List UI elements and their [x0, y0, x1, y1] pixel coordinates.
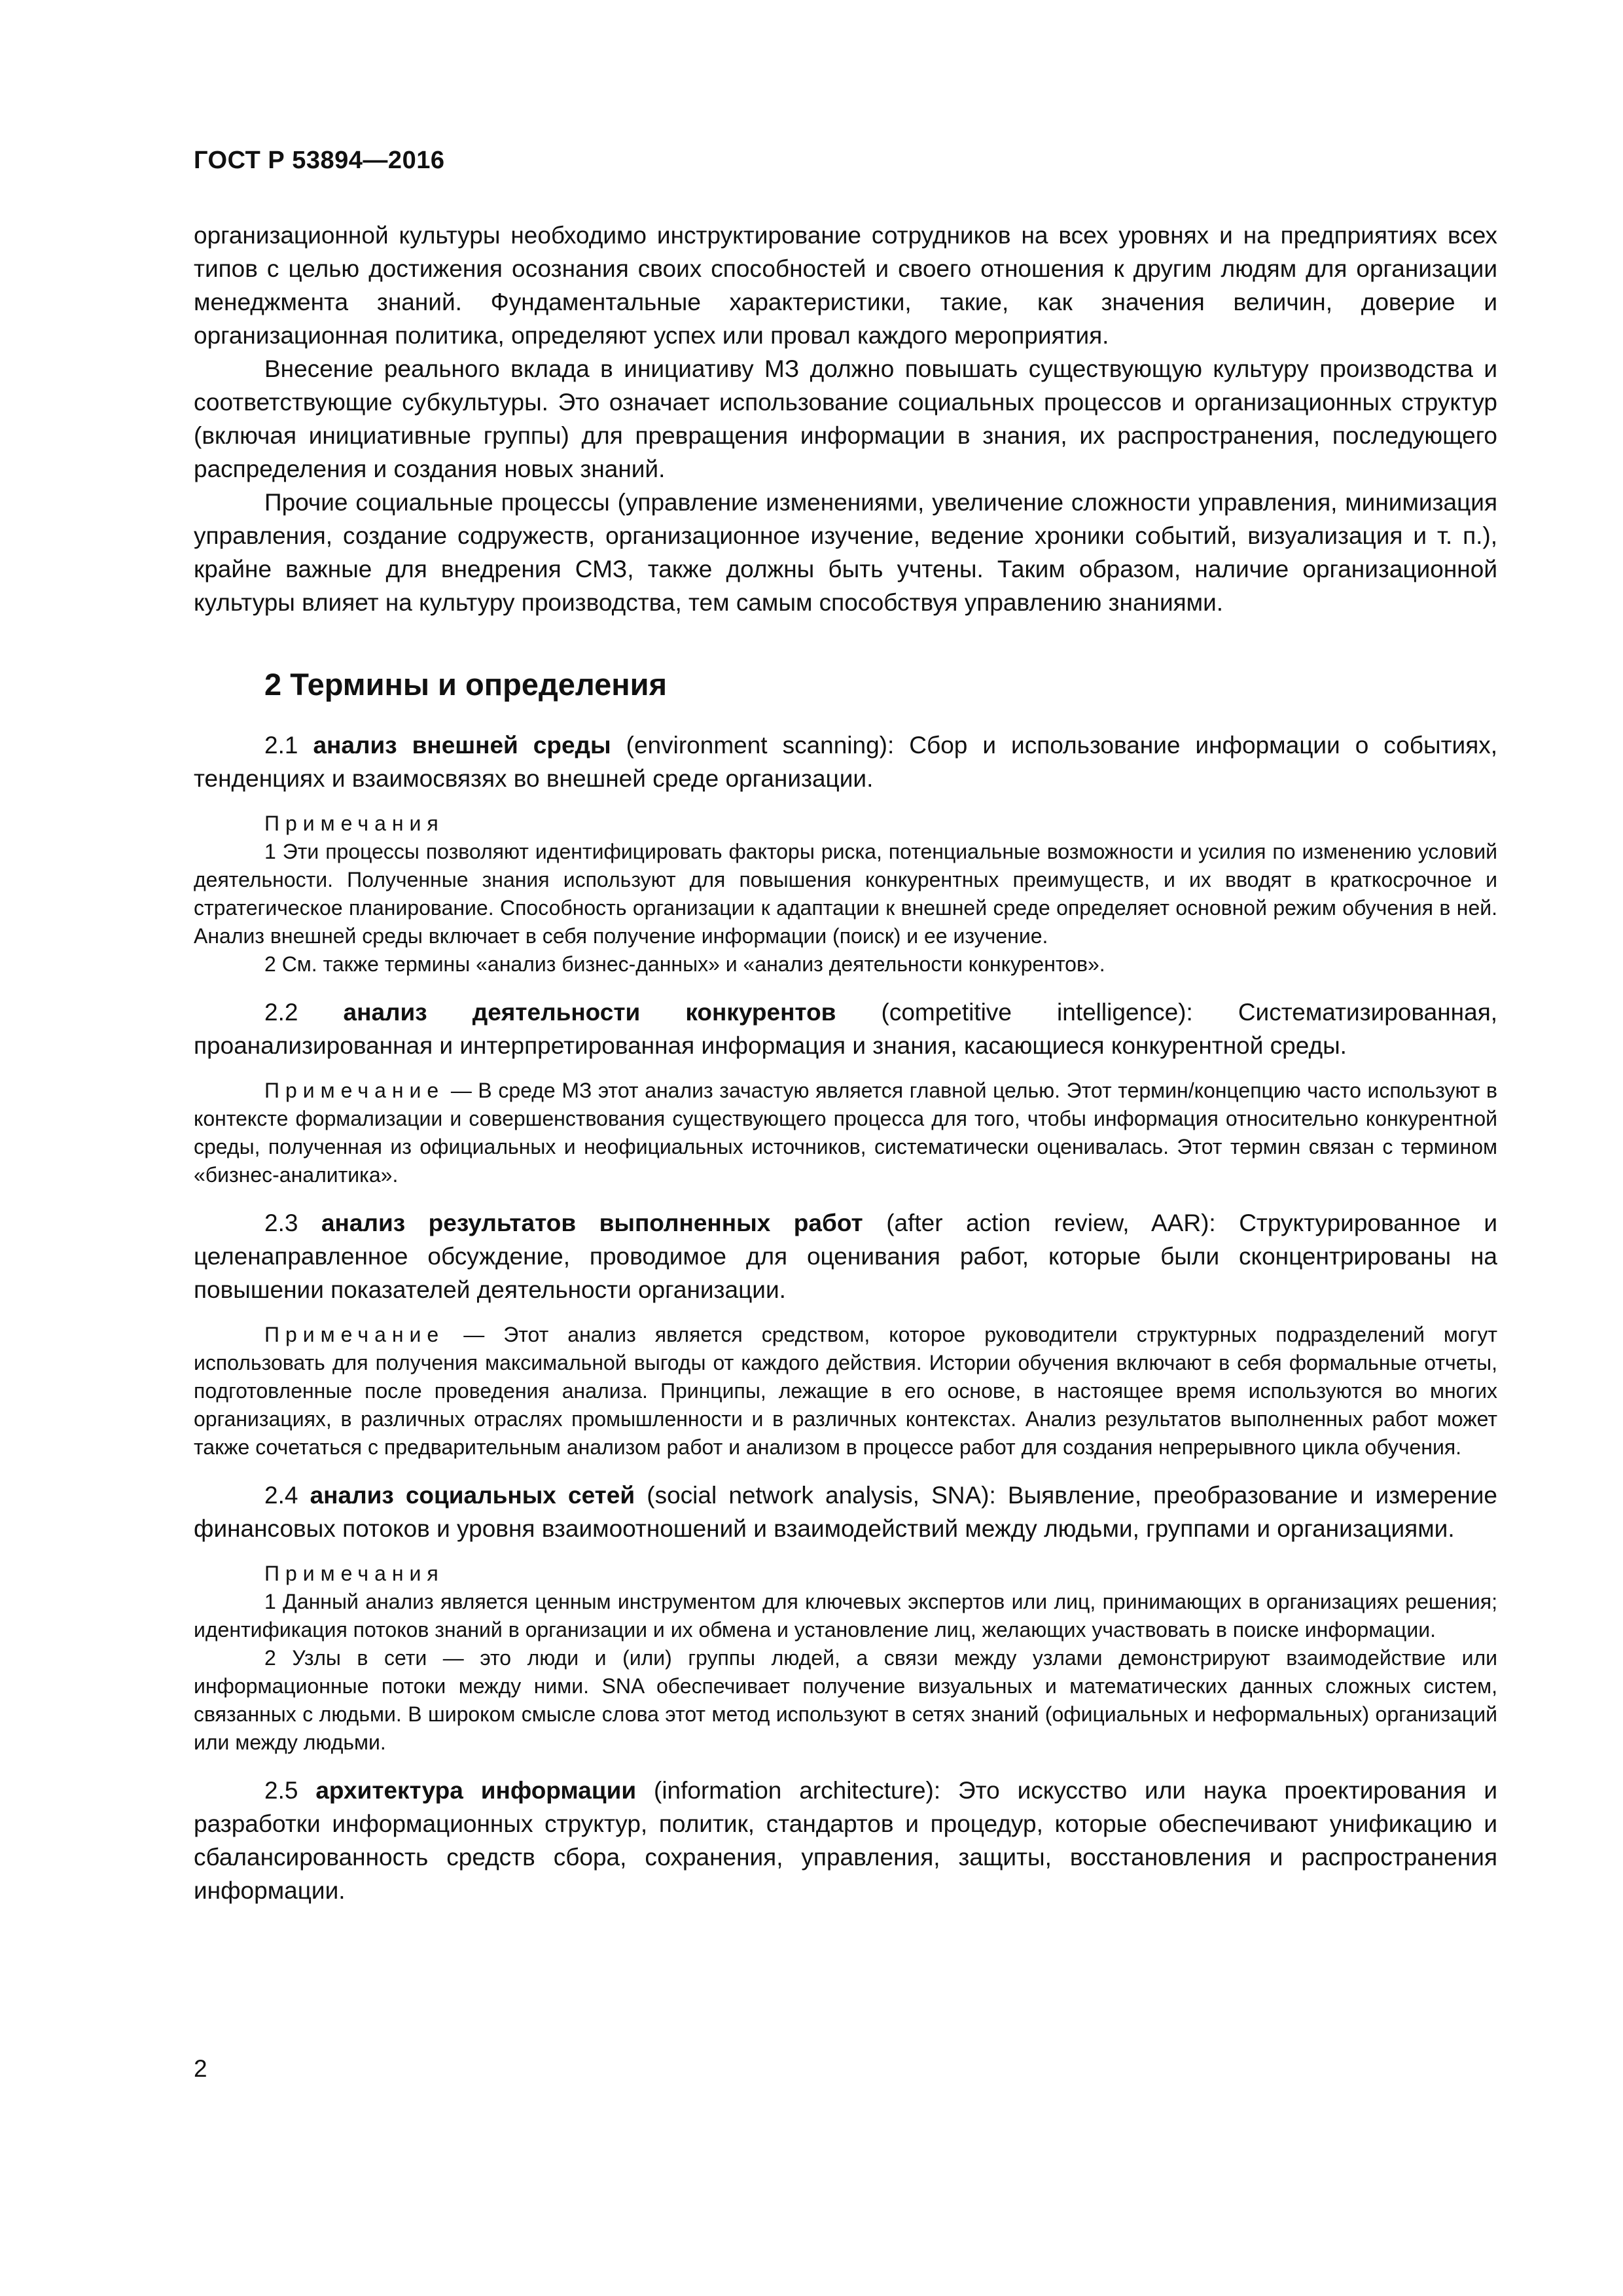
- page-number: 2: [194, 2055, 207, 2082]
- term-2-3: [194, 1206, 1497, 1306]
- note-item: 1 Эти процессы позволяют идентифицировать факторы риска, потенциальные возможности и усилия по изменению условий деятельности. Полученные знания используют для повышения конкурентных преимуществ, и их вводят в краткосрочное и стратегическое планирование. Способность организации к адаптации к внешней среде определяет основной режим обучения в ней. Анализ внешней среды включает в себя получение информации (поиск) и ее изучение.: [194, 840, 1497, 948]
- term-name: анализ внешней среды: [313, 732, 611, 759]
- term-2-1-notes: [194, 810, 1497, 978]
- term-number: 2.3: [264, 1210, 298, 1236]
- document-header-id: ГОСТ Р 53894—2016: [194, 147, 445, 174]
- term-definition: (information architecture): Это искусство или наука проектирования и разработки информационных структур, политик, стандартов и процедур, которые обеспечивают унификацию и сбалансированность средств сбора, сохранения, управления, защиты, восстановления и распространения информации.: [194, 1777, 1498, 1904]
- page-content: [194, 219, 1497, 1907]
- term-2-4: [194, 1479, 1497, 1545]
- term-number: 2.2: [264, 999, 298, 1026]
- term-2-2: [194, 996, 1497, 1062]
- term-2-1: [194, 728, 1497, 795]
- term-2-5: [194, 1774, 1497, 1907]
- note-item: 1 Данный анализ является ценным инструментом для ключевых экспертов или лиц, принимающих в организациях решения; идентификация потоков знаний в организации и их обмена и установление лиц, желающих участвовать в поиске информации.: [194, 1590, 1497, 1641]
- term-name: анализ деятельности конкурентов: [343, 999, 836, 1026]
- term-2-3-note: [194, 1321, 1497, 1462]
- term-number: 2.4: [264, 1482, 298, 1509]
- intro-paragraph-3: Прочие социальные процессы (управление изменениями, увеличение сложности управления, минимизация управления, создание содружеств, организационное изучение, ведение хроники событий, визуализация и т. п.), крайне важные для внедрения СМЗ, также должны быть учтены. Таким образом, наличие организационной культуры влияет на культуру производства, тем самым способствуя управлению знаниями.: [194, 489, 1497, 616]
- term-definition: (environment scanning): Сбор и использование информации о событиях, тенденциях и взаимосвязях во внешней среде организации.: [194, 732, 1498, 792]
- term-number: 2.5: [264, 1777, 298, 1804]
- note-text: — В среде МЗ этот анализ зачастую является главной целью. Этот термин/концепцию часто используют в контексте формализации и совершенствования существующего процесса для того, чтобы информация относительно конкурентной среды, полученная из официальных и неофициальных источников, систематически оценивалась. Этот термин связан с термином «бизнес-аналитика».: [194, 1079, 1497, 1187]
- note-item: 2 Узлы в сети — это люди и (или) группы людей, а связи между узлами демонстрируют взаимодействие или информационные потоки между ними. SNA обеспечивает получение визуальных и математических данных сложных систем, связанных с людьми. В широком смысле слова этот метод используют в сетях знаний (официальных и неформальных) организаций или между людьми.: [194, 1646, 1497, 1754]
- note-label: Примечание: [264, 1079, 445, 1102]
- term-definition: (after action review, AAR): Структурированное и целенаправленное обсуждение, проводимое для оценивания работ, которые были сконцентрированы на повышении показателей деятельности организации.: [194, 1210, 1498, 1303]
- intro-paragraph-2: Внесение реального вклада в инициативу МЗ должно повышать существующую культуру производства и соответствующие субкультуры. Это означает использование социальных процессов и организационных структур (включая инициативные группы) для превращения информации в знания, их распространения, последующего распределения и создания новых знаний.: [194, 355, 1497, 482]
- note-text: — Этот анализ является средством, которое руководители структурных подразделений могут использовать для получения максимальной выгоды от каждого действия. Истории обучения включают в себя формальные отчеты, подготовленные после проведения анализа. Принципы, лежащие в его основе, в настоящее время используются во многих организациях, в различных отраслях промышленности и в различных контекстах. Анализ результатов выполненных работ может также сочетаться с предварительным анализом работ и анализом в процессе работ для создания непрерывного цикла обучения.: [194, 1323, 1497, 1459]
- section-title: 2 Термины и определения: [264, 667, 667, 702]
- term-2-2-note: [194, 1077, 1497, 1189]
- term-definition: (competitive intelligence): Систематизированная, проанализированная и интерпретированная информация и знания, касающиеся конкурентной среды.: [194, 999, 1498, 1059]
- term-2-4-notes: [194, 1560, 1497, 1757]
- intro-paragraph-1: организационной культуры необходимо инструктирование сотрудников на всех уровнях и на предприятиях всех типов с целью достижения осознания своих способностей и своего отношения к другим людям для организации менеджмента знаний. Фундаментальные характеристики, такие, как значения величин, доверие и организационная политика, определяют успех или провал каждого мероприятия.: [194, 222, 1497, 349]
- term-name: анализ результатов выполненных работ: [321, 1210, 863, 1236]
- notes-heading: Примечания: [264, 1562, 444, 1585]
- note-item: 2 См. также термины «анализ бизнес-данных» и «анализ деятельности конкурентов».: [264, 952, 1105, 976]
- note-label: Примечание: [264, 1323, 445, 1346]
- notes-heading: Примечания: [264, 812, 444, 835]
- term-definition: (social network analysis, SNA): Выявление, преобразование и измерение финансовых потоков и уровня взаимоотношений и взаимодействий между людьми, группами и организациями.: [194, 1482, 1498, 1542]
- term-number: 2.1: [264, 732, 298, 759]
- term-name: архитектура информации: [315, 1777, 637, 1804]
- term-name: анализ социальных сетей: [310, 1482, 635, 1509]
